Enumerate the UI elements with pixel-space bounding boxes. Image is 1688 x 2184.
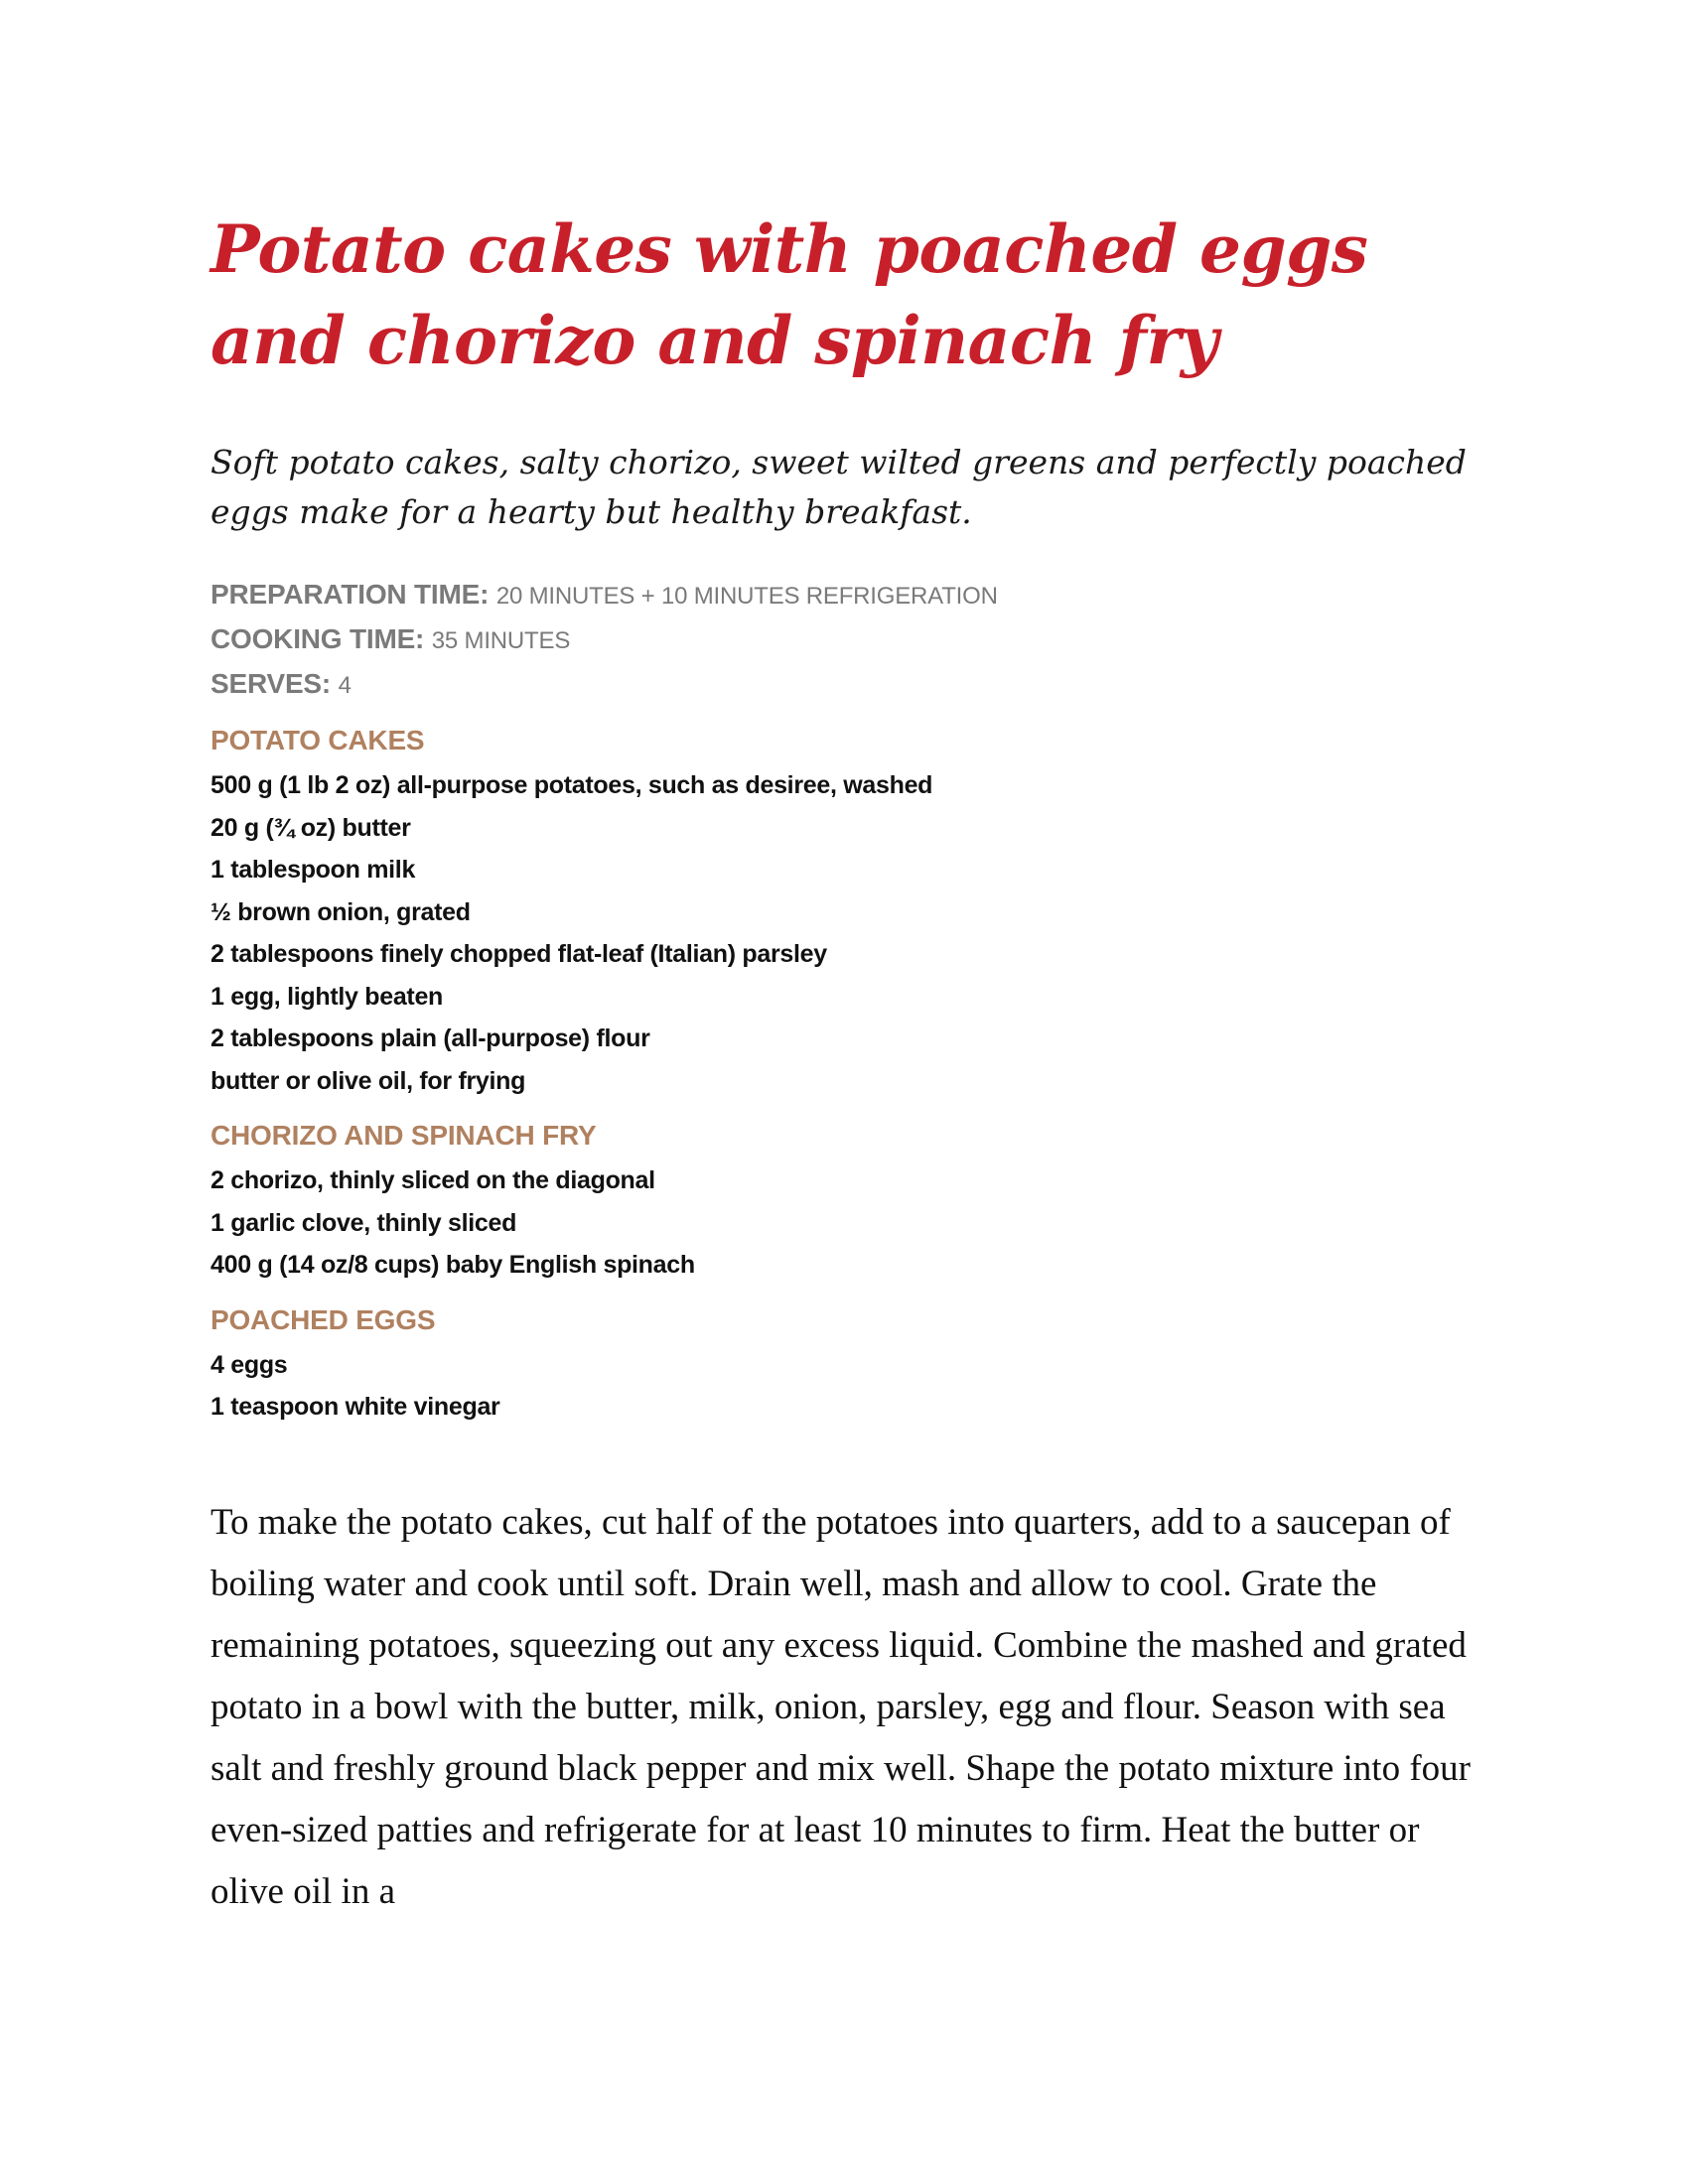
prep-time — [211, 573, 1491, 617]
ingredient-item: 1 tablespoon milk — [211, 856, 416, 884]
ingredient-item: 2 tablespoons finely chopped flat-leaf (Italian) parsley — [211, 940, 827, 968]
ingredient-list — [211, 1160, 1491, 1287]
section-heading: CHORIZO AND SPINACH FRY — [211, 1120, 597, 1151]
section-heading: POTATO CAKES — [211, 725, 425, 755]
section-chorizo-spinach-fry — [211, 1116, 1491, 1287]
ingredient-item: 2 tablespoons plain (all-purpose) flour — [211, 1024, 650, 1052]
prep-time-value: 20 MINUTES + 10 MINUTES REFRIGERATION — [495, 583, 998, 610]
ingredient-item: 1 teaspoon white vinegar — [211, 1393, 500, 1421]
serves-value: 4 — [338, 672, 352, 699]
ingredient-item: 1 garlic clove, thinly sliced — [211, 1208, 517, 1237]
recipe-title: Potato cakes with poached eggs and chorizo and spinach fry — [211, 210, 1368, 379]
section-heading: POACHED EGGS — [211, 1303, 436, 1335]
ingredient-item: 20 g (¾ oz) butter — [211, 813, 411, 842]
ingredient-item: butter or olive oil, for frying — [211, 1066, 526, 1095]
ingredient-item: 1 egg, lightly beaten — [211, 982, 444, 1011]
recipe-page — [211, 204, 1491, 1923]
ingredient-item: 500 g (1 lb 2 oz) all-purpose potatoes, such as desiree, washed — [211, 771, 933, 799]
ingredient-item: ½ brown onion, grated — [211, 897, 471, 926]
ingredient-item: 2 chorizo, thinly sliced on the diagonal — [211, 1166, 655, 1194]
ingredient-list — [211, 764, 1491, 1102]
cook-time-label: COOKING TIME: — [211, 623, 425, 654]
cook-time — [211, 617, 1491, 662]
section-poached-eggs — [211, 1300, 1491, 1429]
serves-label: SERVES: — [211, 668, 332, 699]
serves — [211, 662, 1491, 707]
ingredient-item: 400 g (14 oz/8 cups) baby English spinach — [211, 1251, 695, 1279]
prep-time-label: PREPARATION TIME: — [211, 579, 490, 610]
recipe-meta — [211, 573, 1491, 707]
cook-time-value: 35 MINUTES — [431, 627, 571, 654]
recipe-intro: Soft potato cakes, salty chorizo, sweet wilted greens and perfectly poached eggs make for a hearty but healthy breakfast. — [211, 443, 1467, 531]
section-potato-cakes — [211, 721, 1491, 1102]
ingredient-list — [211, 1344, 1491, 1429]
method-paragraph: To make the potato cakes, cut half of the potatoes into quarters, add to a saucepan of boiling water and cook until soft. Drain well, mash and allow to cool. Grate the remaining potatoes, squeezing out any excess liquid. Combine the mashed and grated potato in a bowl with the butter, milk, onion, parsley, egg and flour. Season with sea salt and freshly ground black pepper and mix well. Shape the potato mixture into four even-sized patties and refrigerate for at least 10 minutes to firm. Heat the butter or olive oil in a — [211, 1501, 1471, 1912]
ingredient-item: 4 eggs — [211, 1350, 288, 1379]
